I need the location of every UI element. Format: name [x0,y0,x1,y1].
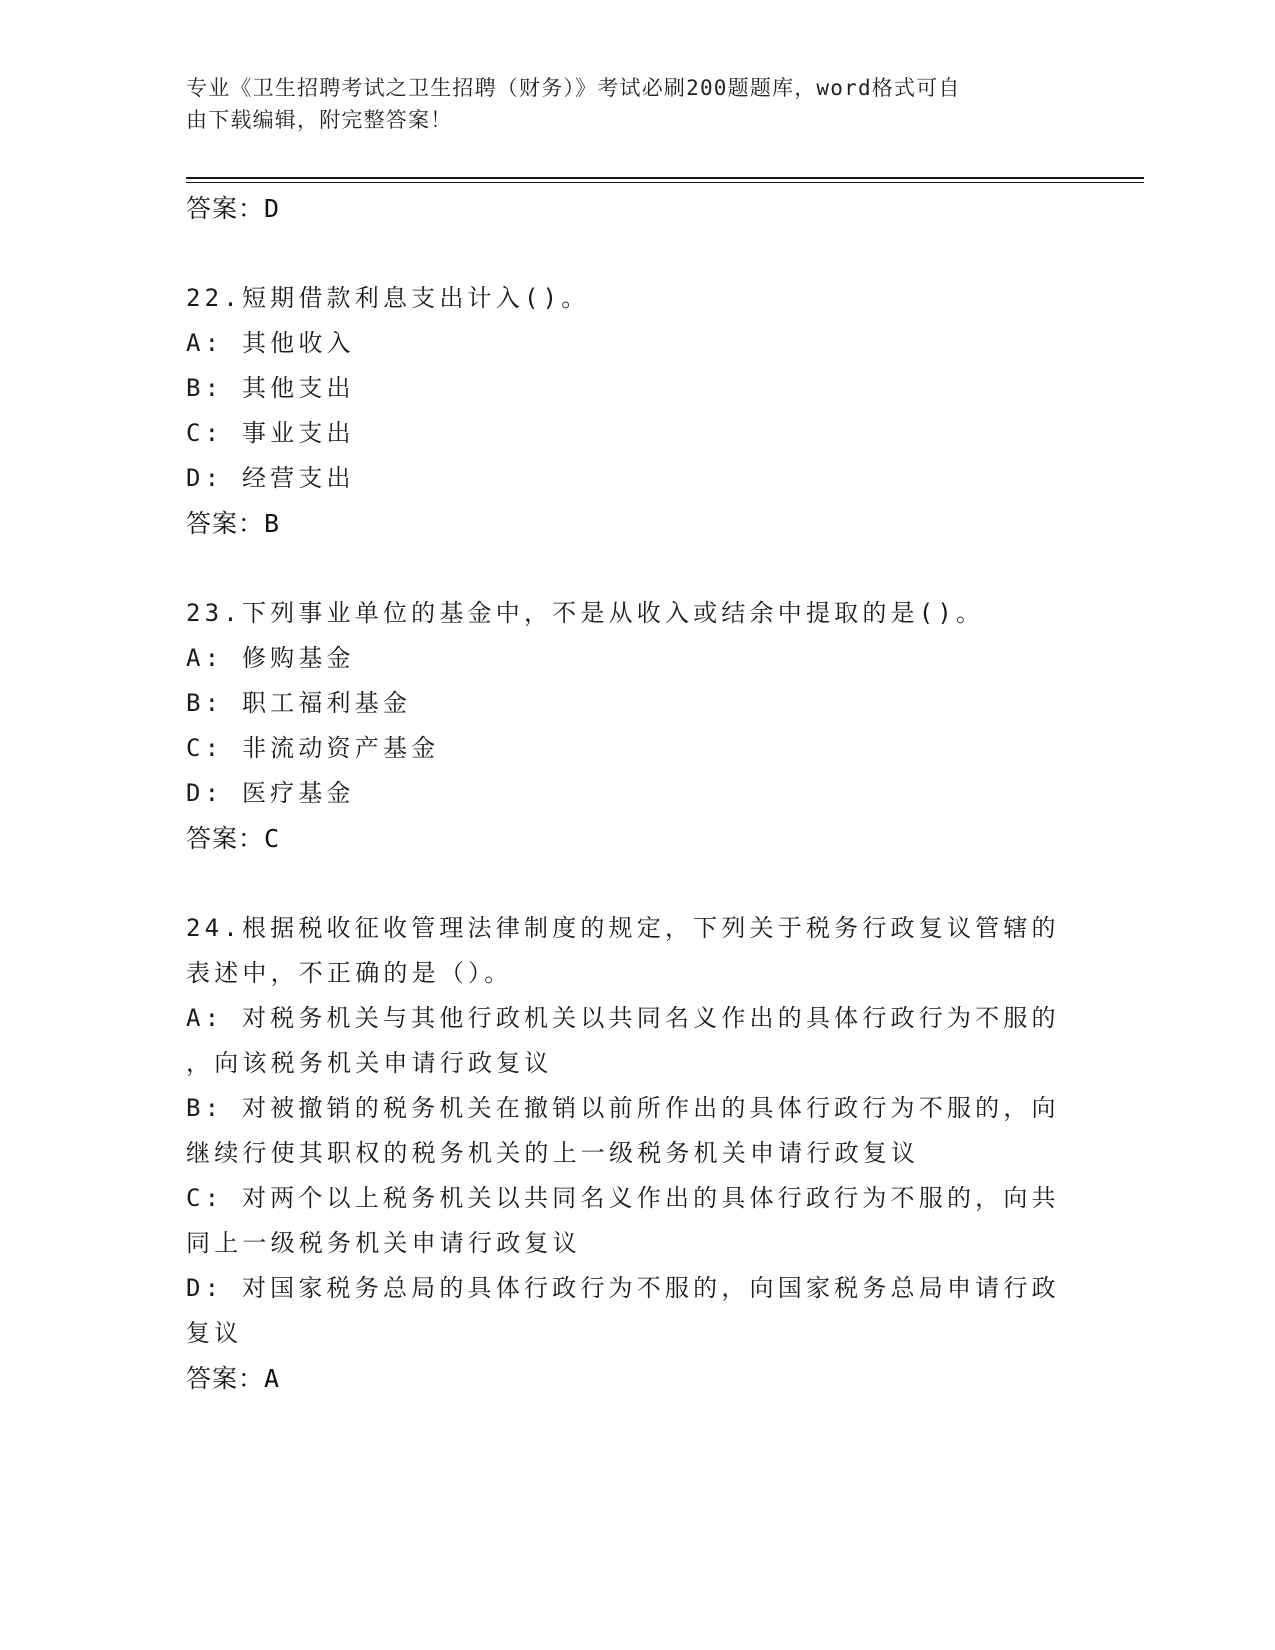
answer-label: 答案： [186,1364,265,1393]
answer-q23 [186,816,1086,861]
option-a: A: 修购基金 [186,644,355,672]
option-b-line-2: 继续行使其职权的税务机关的上一级税务机关申请行政复议 [186,1139,920,1167]
option-d: D: 经营支出 [186,464,355,492]
question-list [186,186,1086,1401]
spacer [186,861,1086,906]
answer-label: 答案： [186,824,265,853]
option-b-line-1: B: 对被撤销的税务机关在撤销以前所作出的具体行政行为不服的，向 [186,1094,1060,1122]
answer-value: A [264,1364,281,1393]
option-a: A: 其他收入 [186,329,355,357]
header-divider-thin [186,182,1144,183]
answer-value: C [264,824,281,853]
question-stem-line-2: 表述中，不正确的是（）。 [186,959,513,987]
option-d: D: 医疗基金 [186,779,355,807]
question-stem: 23.下列事业单位的基金中，不是从收入或结余中提取的是()。 [186,599,985,627]
header-divider-thick [186,177,1144,179]
answer-q22 [186,501,1086,546]
option-c-line-1: C: 对两个以上税务机关以共同名义作出的具体行政行为不服的，向共 [186,1184,1060,1212]
option-b: B: 其他支出 [186,374,355,402]
question-24 [186,906,1086,1401]
option-c: C: 事业支出 [186,419,355,447]
answer-label: 答案： [186,509,265,538]
option-c-line-2: 同上一级税务机关申请行政复议 [186,1229,581,1257]
answer-label: 答案： [186,194,265,223]
answer-q24 [186,1356,1086,1401]
spacer [186,231,1086,276]
question-22 [186,276,1086,546]
question-stem-line-1: 24.根据税收征收管理法律制度的规定，下列关于税务行政复议管辖的 [186,914,1060,942]
answer-value: D [264,194,281,223]
document-intro [186,72,1066,136]
option-d-line-2: 复议 [186,1319,243,1347]
question-stem: 22.短期借款利息支出计入()。 [186,284,590,312]
option-a-line-1: A: 对税务机关与其他行政机关以共同名义作出的具体行政行为不服的 [186,1004,1060,1032]
spacer [186,546,1086,591]
option-b: B: 职工福利基金 [186,689,412,717]
option-d-line-1: D: 对国家税务总局的具体行政行为不服的，向国家税务总局申请行政 [186,1274,1060,1302]
option-c: C: 非流动资产基金 [186,734,440,762]
option-a-line-2: ，向该税务机关申请行政复议 [186,1049,553,1077]
answer-q21 [186,186,1086,231]
intro-line-2: 由下载编辑，附完整答案！ [186,108,453,132]
intro-line-1: 专业《卫生招聘考试之卫生招聘（财务）》考试必刷200题题库，word格式可自 [186,76,961,100]
answer-value: B [264,509,281,538]
question-23 [186,591,1086,861]
